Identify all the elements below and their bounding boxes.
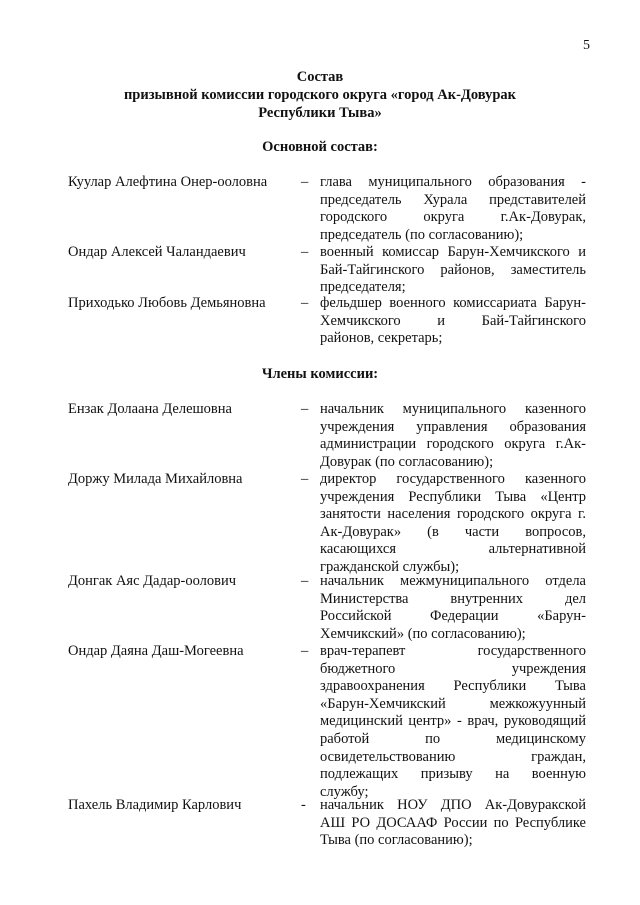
role-line: занятости населения городского округа г. [320, 506, 586, 523]
role-line: бюджетного учреждения [320, 660, 586, 677]
title-line: Состав [296, 69, 344, 85]
role-line: администрации городского округа г.Ак- [320, 436, 586, 453]
member-name: Ондар Алексей Чаландаевич [68, 244, 246, 260]
role-line: АШ РО ДОСААФ России по Республике [320, 814, 586, 831]
role-line: Министерства внутренних дел [320, 590, 586, 607]
member-name: Доржу Милада Михайловна [68, 471, 243, 487]
member-role [320, 471, 586, 577]
role-line: Хемчикский» (по согласованию); [320, 625, 526, 642]
member-role [320, 244, 586, 297]
member-name: Ондар Даяна Даш-Могеевна [68, 643, 244, 659]
member-role [320, 401, 586, 471]
member-dash: – [301, 573, 309, 589]
member-role [320, 295, 586, 348]
role-line: Ак-Довурак» (в части вопросов, [320, 523, 586, 540]
member-dash: – [301, 295, 309, 311]
page-number: 5 [583, 38, 590, 53]
role-line: начальник муниципального казенного [320, 401, 586, 417]
member-dash: – [301, 174, 309, 190]
member-name: Донгак Аяс Дадар-оолович [68, 573, 237, 589]
role-line: военный комиссар Барун-Хемчикского и [320, 244, 586, 260]
role-line: службу; [320, 783, 369, 800]
role-line: начальник межмуниципального отдела [320, 573, 586, 589]
role-line: Хемчикского и Бай-Тайгинского [320, 312, 586, 329]
member-dash: – [301, 401, 309, 417]
role-line: председателя; [320, 279, 406, 296]
member-role [320, 797, 586, 850]
role-line: председатель Хурала представителей [320, 191, 586, 208]
role-line: Довурак (по согласованию); [320, 453, 494, 470]
section-heading-members: Члены комиссии: [261, 366, 379, 382]
role-line: здравоохранения Республики Тыва [320, 678, 586, 695]
role-line: председатель (по согласованию); [320, 226, 524, 243]
role-line: гражданской службы); [320, 558, 460, 575]
member-dash: – [301, 244, 309, 260]
member-dash: – [301, 471, 309, 487]
role-line: фельдшер военного комиссариата Барун- [320, 295, 586, 311]
role-line: учреждения управления образования [320, 418, 586, 435]
title-line: призывной комиссии городского округа «город Ак-Довурак [123, 87, 517, 103]
member-dash: - [301, 797, 306, 813]
member-role [320, 174, 586, 244]
role-line: учреждения Республики Тыва «Центр [320, 488, 586, 505]
role-line: касающихся альтернативной [320, 541, 586, 558]
role-line: глава муниципального образования - [320, 174, 586, 190]
member-role [320, 573, 586, 643]
role-line: освидетельствованию граждан, [320, 748, 586, 765]
role-line: работой по медицинскому [320, 730, 586, 747]
role-line: Тыва (по согласованию); [320, 832, 473, 849]
member-name: Приходько Любовь Демьяновна [68, 295, 266, 311]
title-line: Республики Тыва» [258, 105, 382, 121]
role-line: Российской Федерации «Барун- [320, 608, 586, 625]
role-line: Бай-Тайгинского районов, заместитель [320, 261, 586, 278]
member-role [320, 643, 586, 801]
role-line: «Барун-Хемчикский межкожуунный [320, 695, 586, 712]
member-name: Пахель Владимир Карлович [68, 797, 242, 813]
role-line: районов, секретарь; [320, 330, 443, 347]
role-line: директор государственного казенного [320, 471, 586, 487]
role-line: подлежащих призыву на военную [320, 766, 586, 783]
role-line: городского округа г.Ак-Довурак, [320, 209, 586, 226]
member-name: Ензак Долаана Делешовна [68, 401, 232, 417]
section-heading-main: Основной состав: [262, 139, 378, 155]
role-line: начальник НОУ ДПО Ак-Довуракской [320, 797, 586, 813]
member-name: Куулар Алефтина Онер-ооловна [68, 174, 268, 190]
role-line: медицинский центр» - врач, руководящий [320, 713, 586, 730]
role-line: врач-терапевт государственного [320, 643, 586, 659]
member-dash: – [301, 643, 309, 659]
